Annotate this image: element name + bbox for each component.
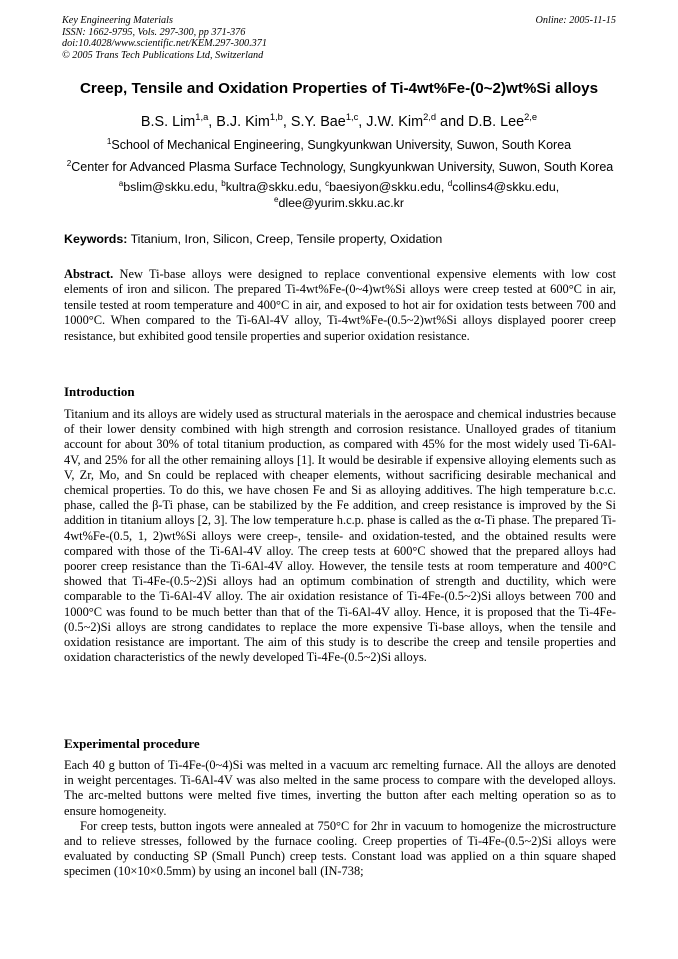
author: J.W. Kim$^{2,d}$ and [366,112,469,130]
author: B.S. Lim$^{1,a}$, [140,112,217,130]
author: D.B. Lee$^{2,e}$ [468,112,538,130]
email[interactable]: $^d$collins4@skku.edu [447,178,556,194]
abstract-label: Abstract. [64,267,114,281]
journal-name: Key Engineering Materials [62,15,173,26]
abstract-text: New Ti-base alloys were designed to replace conventional expensive elements with low cost elements of iron and silicon. The prepared Ti-4wt%Fe-(0~4)wt%Si alloys were creep tested at 600°C in air, tensile tested at room temperature and 400°C in air, and exposed to hot air for oxidation tests between 700 and 1000°C. When compared to the Ti-6Al-4V alloy, Ti-4wt%Fe-(0.5~2)wt%Si alloys displayed poorer creep resistance, but exhibited good tensile properties and superior oxidation resistance. [64,267,616,343]
section-heading-introduction: Introduction [64,384,135,399]
author-list [40,114,638,130]
experimental-paragraph-1: Each 40 g button of Ti-4Fe-(0~4)Si was melted in a vacuum arc remelting furnace. All the alloys are denoted in weight percentages. Ti-6Al-4V was also melted in the same process to compare with the developed alloys. The arc-melted buttons were melted five times, inverting the button after each melting operation so as to ensure homogeneity. [64,758,616,818]
abstract [64,267,616,344]
keywords-label: Keywords: [64,232,128,246]
affiliation-2: $^2$Center for Advanced Plasma Surface Technology, Sungkyunkwan University, Suwon, South Korea [66,158,614,174]
affiliation-1: $^1$School of Mechanical Engineering, Sungkyunkwan University, Suwon, South Korea [106,136,572,152]
doi-line[interactable]: doi:10.4028/www.scientific.net/KEM.297-300.371 [62,38,267,50]
email[interactable]: $^c$baesiyon@skku.edu [325,178,441,194]
paper-title: Creep, Tensile and Oxidation Properties of Ti-4wt%Fe-(0~2)wt%Si alloys [79,80,599,97]
keywords [64,232,616,246]
issn-line: ISSN: 1662-9795, Vols. 297-300, pp 371-376 [62,26,246,38]
copyright-line: © 2005 Trans Tech Publications Ltd, Switzerland [62,49,264,61]
journal-header [62,15,616,61]
introduction-paragraph: Titanium and its alloys are widely used as structural materials in the aerospace and chemical industries because of their lower density combined with high strength and corrosion resistance. Unalloyed grades of titanium account for about 30% of total titanium production, as compared with 45% for the most widely used Ti-6Al-4V, and 25% for all the other remaining alloys [1]. It would be desirable if expensive alloying elements such as V, Zr, Mo, and Sn could be replaced with cheaper elements, without sacrificing desirable mechanical and chemical properties. To do this, we have chosen Fe and Si as alloying additives. The high temperature b.c.c. phase, called the β-Ti phase, can be stabilized by the Fe addition, and creep resistance is improved by the Si addition in titanium alloys [2, 3]. The low temperature h.c.p. phase is called as the α-Ti phase. The prepared Ti-4wt%Fe-(0.5, 1, 2)wt%Si alloys were creep-, tensile- and oxidation-tested, and the obtained results were compared with those of the Ti-6Al-4V alloy. The creep tests at 600°C showed that the prepared alloys had poorer creep resistance than the Ti-6Al-4V alloy. However, the tensile tests at room temperature and 400°C showed that Ti-4Fe-(0.5~2)Si alloys had an optimum combination of strength and ductility, which were comparable to the Ti-6Al-4V alloy. The air oxidation resistance of Ti-4Fe-(0.5~2)Si alloys between 700 and 1000°C was found to be much better than that of the Ti-6Al-4V alloy. Hence, it is proposed that the Ti-4Fe-(0.5~2)Si alloys are strong candidates to replace the more expensive Ti-base alloys, when the tensile and oxidation resistance are important. The aim of this study is to describe the creep and tensile properties and oxidation characteristics of the newly developed Ti-4Fe-(0.5~2)Si alloys. [64,407,616,665]
online-date: Online: 2005-11-15 [535,15,616,26]
section-heading-experimental: Experimental procedure [64,736,200,751]
email[interactable]: $^a$bslim@skku.edu [118,178,215,194]
keywords-text: Titanium, Iron, Silicon, Creep, Tensile property, Oxidation [127,232,443,246]
experimental-paragraph-2: For creep tests, button ingots were annealed at 750°C for 2hr in vacuum to homogenize the microstructure and to relieve stresses, followed by the furnace cooling. Creep properties of Ti-4Fe-(0.5~2)Si alloys were evaluated by conducting SP (Small Punch) creep tests. Constant load was applied on a thin square shaped specimen (10×10×0.5mm) by using an inconel ball (IN-738; [64,818,616,879]
email[interactable]: $^b$kultra@skku.edu [221,178,319,194]
email[interactable]: $^e$dlee@yurim.skku.ac.kr [274,194,404,210]
author: S.Y. Bae$^{1,c}$, [290,112,367,130]
author: B.J. Kim$^{1,b}$, [216,112,291,130]
author-emails: $^a$bslim@skku.edu, $^b$kultra@skku.edu, $^c$baesiyon@skku.edu, $^d$collins4@skku.edu, $^e$dlee@yurim.skku.ac.kr [118,178,560,210]
introduction-text [64,407,616,665]
experimental-text [64,758,616,880]
